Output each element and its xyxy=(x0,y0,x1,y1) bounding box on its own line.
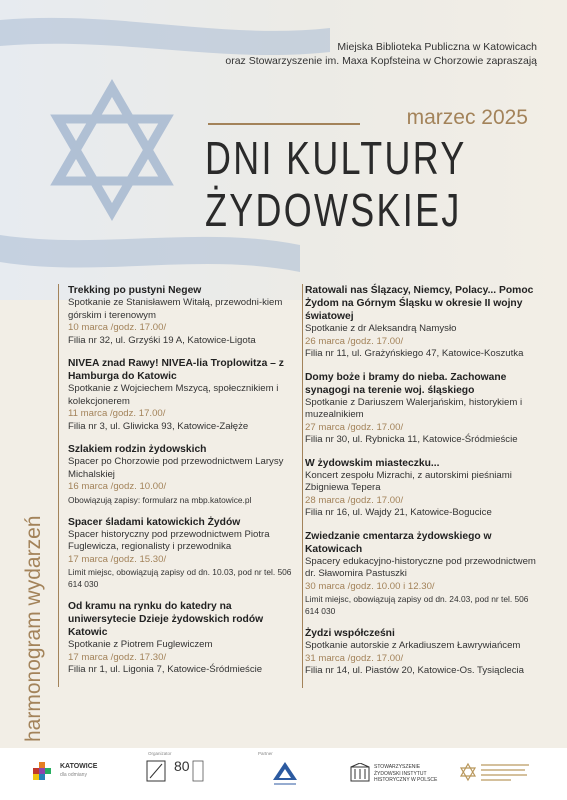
event-date: 17 marca /godz. 15.30/ xyxy=(68,553,167,565)
event-item xyxy=(68,600,302,677)
event-description: Spotkanie ze Stanisławem Witałą, przewodni-kiem górskim i terenowym xyxy=(68,297,283,321)
event-date: 17 marca /godz. 17.30/ xyxy=(68,651,167,663)
event-place: Filia nr 3, ul. Gliwicka 93, Katowice-Załęże xyxy=(68,420,249,432)
event-place: Filia nr 1, ul. Ligonia 7, Katowice-Śródmieście xyxy=(68,664,263,675)
event-item xyxy=(68,516,302,591)
event-note: Limit miejsc, obowiązują zapisy od dn. 24.03, pod nr tel. 506 614 030 xyxy=(305,594,529,616)
anniversary-logo-icon xyxy=(192,760,204,782)
event-description: Koncert zespołu Mizrachi, z autorskimi pieśniami Zbigniewa Tepera xyxy=(305,469,512,493)
event-place: Filia nr 32, ul. Grzyśki 19 A, Katowice-Ligota xyxy=(68,334,256,346)
event-title: Zwiedzanie cmentarza żydowskiego w Katowicach xyxy=(305,530,492,555)
event-date: 11 marca /godz. 17.00/ xyxy=(68,408,166,419)
left-event-column xyxy=(58,284,302,687)
institute-line-1: STOWARZYSZENIE xyxy=(374,764,421,770)
decorative-rule xyxy=(208,123,360,125)
event-title: Żydzi współcześni xyxy=(305,628,395,639)
event-date: 31 marca /godz. 17.00/ xyxy=(305,652,404,664)
anniversary-logo: 80 xyxy=(174,758,190,774)
event-date: 30 marca /godz. 10.00 i 12.30/ xyxy=(305,580,435,592)
poster-title-line-1: DNI KULTURY xyxy=(205,132,467,184)
poster-title-line-2: ŻYDOWSKIEJ xyxy=(205,184,462,236)
event-title: Trekking po pustyni Negew xyxy=(68,285,202,296)
right-event-column xyxy=(302,284,537,688)
event-title: Spacer śladami katowickich Żydów xyxy=(68,516,241,528)
partner-label: Partner xyxy=(258,751,273,756)
organizer-line-1: Miejska Biblioteka Publiczna w Katowicach xyxy=(337,41,537,53)
event-item xyxy=(68,443,302,506)
event-date: 27 marca /godz. 17.00/ xyxy=(305,421,404,433)
katowice-logo-icon xyxy=(33,762,55,784)
event-date: 10 marca /godz. 17.00/ xyxy=(68,322,167,333)
event-item xyxy=(68,284,302,347)
event-place: Filia nr 14, ul. Piastów 20, Katowice-Os. Tysiąclecia xyxy=(305,665,524,676)
event-description: Spotkanie z Piotrem Fuglewiczem xyxy=(68,639,213,650)
event-item xyxy=(305,627,537,678)
jewish-institute-logo-icon xyxy=(350,763,370,783)
event-place: Filia nr 11, ul. Grażyńskiego 47, Katowice-Koszutka xyxy=(305,348,524,359)
schedule-side-label: harmonogram wydarzeń xyxy=(22,515,45,742)
event-place: Filia nr 16, ul. Wajdy 21, Katowice-Bogucice xyxy=(305,507,492,518)
sponsor-footer xyxy=(0,748,567,800)
event-title: Szlakiem rodzin żydowskich xyxy=(68,444,207,455)
event-item xyxy=(305,457,537,520)
star-association-logo-icon xyxy=(458,762,478,782)
organizer-line-2: oraz Stowarzyszenie im. Maxa Kopfsteina w Chorzowie zapraszają xyxy=(225,55,537,67)
event-note: Obowiązują zapisy: formularz na mbp.katowice.pl xyxy=(68,494,252,505)
event-date: 28 marca /godz. 17.00/ xyxy=(305,494,404,506)
event-date: 26 marca /godz. 17.00/ xyxy=(305,335,404,347)
event-item xyxy=(305,284,537,361)
institute-line-2: ŻYDOWSKI INSTYTUT xyxy=(374,770,427,777)
organizer-label: Organizator xyxy=(148,751,172,756)
event-title: Od kramu na rynku do katedry na uniwersytecie Dzieje żydowskich rodów Katowic xyxy=(68,601,264,638)
event-item xyxy=(68,357,302,433)
jewish-institute-logo-text xyxy=(374,764,437,784)
event-item xyxy=(305,371,537,447)
katowice-logo-subtext: dla odmiany xyxy=(60,772,87,778)
event-item xyxy=(305,530,537,618)
event-title: Domy boże i bramy do nieba. Zachowane synagogi na terenie woj. śląskiego xyxy=(305,371,507,396)
event-date: 16 marca /godz. 10.00/ xyxy=(68,481,167,492)
event-place: Filia nr 30, ul. Rybnicka 11, Katowice-Śródmieście xyxy=(305,434,518,445)
event-description: Spotkanie autorskie z Arkadiuszem Ławrywiańcem xyxy=(305,640,521,651)
library-logo-icon xyxy=(146,760,166,782)
event-description: Spotkanie z Dariuszem Walerjańskim, historykiem i muzealnikiem xyxy=(305,396,523,420)
kopfstein-association-logo-icon xyxy=(270,760,300,788)
institute-line-3: HISTORYCZNY W POLSCE xyxy=(374,777,438,783)
event-description: Spotkanie z Wojciechem Mszycą, społecznikiem i kolekcjonerem xyxy=(68,383,279,407)
organizer-header xyxy=(225,40,537,68)
event-description: Spacer po Chorzowie pod przewodnictwem Larysy Michalskiej xyxy=(68,456,284,480)
katowice-logo-text: KATOWICE xyxy=(60,763,98,770)
event-title: W żydowskim miasteczku... xyxy=(305,457,440,469)
event-title: NIVEA znad Rawy! NIVEA-lia Troplowitza – z Hamburga do Katowic xyxy=(68,358,284,382)
event-description: Spacer historyczny pod przewodnictwem Piotra Fuglewicza, regionalisty i przewodnika xyxy=(68,528,270,552)
event-description: Spotkanie z dr Aleksandrą Namysło xyxy=(305,323,457,334)
event-note: Limit miejsc, obowiązują zapisy od dn. 10.03, pod nr tel. 506 614 030 xyxy=(68,567,292,589)
event-description: Spacery edukacyjno-historyczne pod przewodnictwem dr. Sławomira Pastuszki xyxy=(305,555,536,579)
association-text-logo-icon xyxy=(481,762,531,784)
event-month: marzec 2025 xyxy=(406,106,528,129)
event-title: Ratowali nas Ślązacy, Niemcy, Polacy... Pomoc Żydom na Górnym Śląsku w okresie II wojny światowej xyxy=(305,285,534,322)
